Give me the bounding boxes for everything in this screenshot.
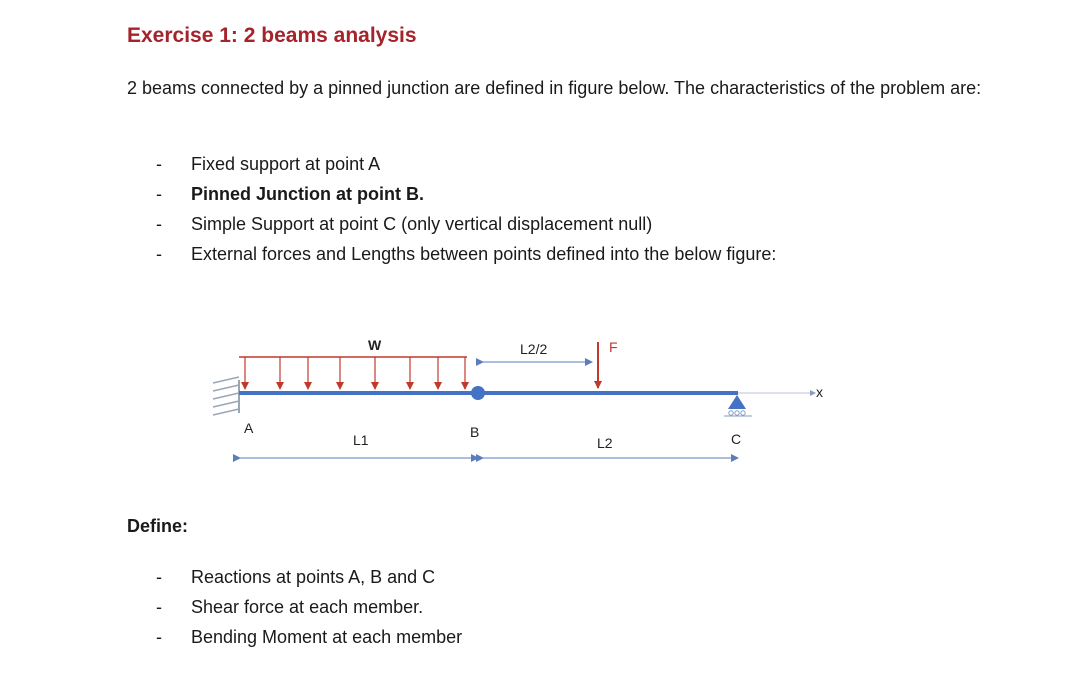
dash-bullet: - bbox=[156, 184, 162, 204]
dash-bullet: - bbox=[156, 214, 162, 234]
point-a-label: A bbox=[244, 420, 254, 436]
exercise-title: Exercise 1: 2 beams analysis bbox=[127, 24, 417, 47]
distributed-load bbox=[239, 357, 467, 389]
fixed-support-a bbox=[213, 377, 239, 415]
define-item bbox=[127, 622, 462, 652]
dash-bullet: - bbox=[156, 154, 162, 174]
length-2-label: L2 bbox=[597, 435, 613, 451]
define-heading: Define: bbox=[127, 516, 189, 536]
define-text: Shear force at each member. bbox=[191, 597, 424, 617]
force-label: F bbox=[609, 339, 618, 355]
define-text: Bending Moment at each member bbox=[191, 627, 463, 647]
requirement-text: External forces and Lengths between points defined into the below figure: bbox=[191, 244, 777, 264]
define-item bbox=[127, 592, 462, 622]
pinned-junction-b bbox=[471, 386, 485, 400]
define-list bbox=[127, 562, 462, 652]
dash-bullet: - bbox=[156, 597, 162, 617]
requirement-text: Fixed support at point A bbox=[191, 154, 381, 174]
point-b-label: B bbox=[470, 424, 480, 440]
point-c-label: C bbox=[731, 431, 742, 447]
requirement-text: Simple Support at point C (only vertical displacement null) bbox=[191, 214, 653, 234]
dash-bullet: - bbox=[156, 567, 162, 587]
intro-paragraph: 2 beams connected by a pinned junction are defined in figure below. The characteristics of the problem are: bbox=[127, 78, 982, 98]
length-1-label: L1 bbox=[353, 432, 369, 448]
x-axis-label: x bbox=[816, 384, 823, 400]
requirement-text: Pinned Junction at point B. bbox=[191, 184, 424, 204]
dash-bullet: - bbox=[156, 244, 162, 264]
simple-support-c bbox=[724, 395, 752, 416]
load-label: W bbox=[368, 337, 382, 353]
dash-bullet: - bbox=[156, 627, 162, 647]
define-item bbox=[127, 562, 462, 592]
half-length-label: L2/2 bbox=[520, 341, 548, 357]
define-text: Reactions at points A, B and C bbox=[191, 567, 436, 587]
